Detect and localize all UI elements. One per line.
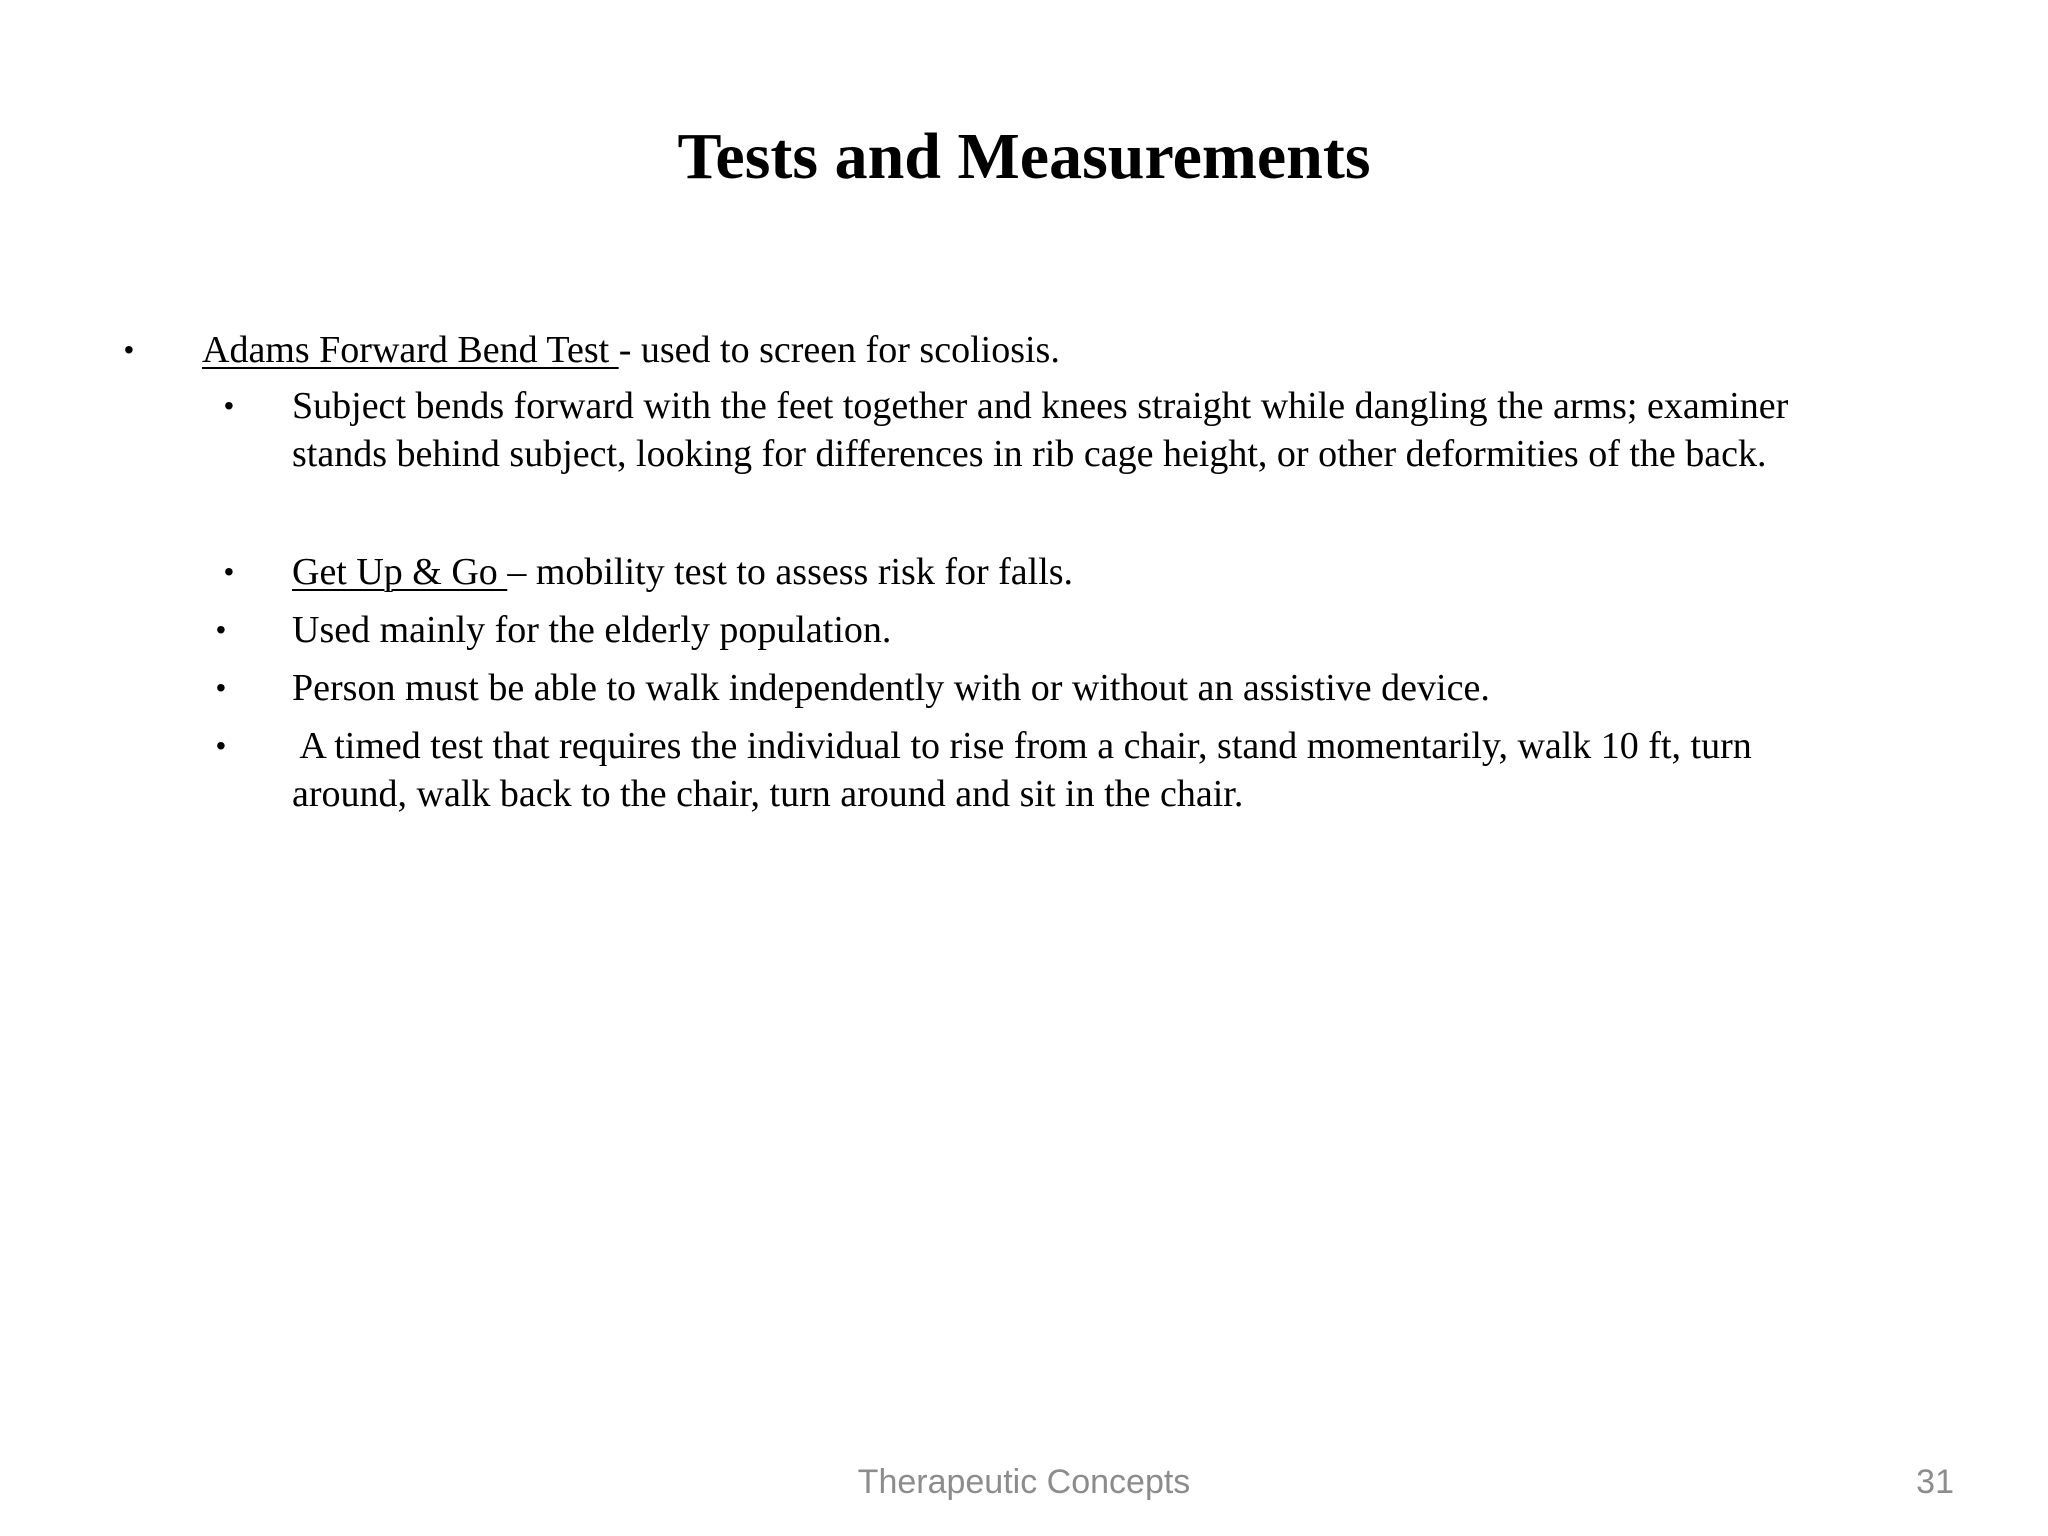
slide-title: Tests and Measurements [677, 120, 1371, 193]
test-name-get-up-and-go: Get Up & Go [292, 551, 508, 593]
bullet-text-line-2: stands behind subject, looking for differences in rib cage height, or other deformities of the back. [292, 433, 1767, 475]
footer-title: Therapeutic Concepts [857, 1463, 1191, 1501]
bullet-text-line-1: A timed test that requires the individual to rise from a chair, stand momentarily, walk 10 ft, turn [292, 725, 1752, 767]
test-name-adams: Adams Forward Bend Test [202, 329, 619, 371]
bullet-timed-test [0, 722, 2048, 818]
bullet-get-up-and-go [0, 548, 2048, 596]
bullet-text [292, 548, 1073, 596]
bullet-text: Used mainly for the elderly population. [292, 609, 892, 651]
slide-number: 31 [1916, 1463, 1954, 1501]
bullet-marker: • [224, 390, 234, 421]
bullet-marker: • [216, 614, 226, 645]
bullet-adams-procedure [0, 382, 2048, 478]
bullet-text-line-1: Subject bends forward with the feet together and knees straight while dangling the arms; examiner [292, 385, 1789, 427]
bullet-text [202, 326, 1060, 374]
bullet-adams-forward-bend-test [0, 326, 2048, 374]
bullet-marker: • [224, 556, 234, 587]
bullet-text-line-2: around, walk back to the chair, turn around and sit in the chair. [292, 773, 1244, 815]
test-description-get-up-and-go: – mobility test to assess risk for falls. [507, 551, 1074, 593]
bullet-marker: • [124, 334, 134, 365]
bullet-walk-independently [0, 664, 2048, 712]
bullet-marker: • [216, 730, 226, 761]
bullet-marker: • [216, 672, 226, 703]
bullet-elderly-population [0, 606, 2048, 654]
test-description-adams: - used to screen for scoliosis. [618, 329, 1060, 371]
bullet-text: Person must be able to walk independently with or without an assistive device. [292, 667, 1490, 709]
